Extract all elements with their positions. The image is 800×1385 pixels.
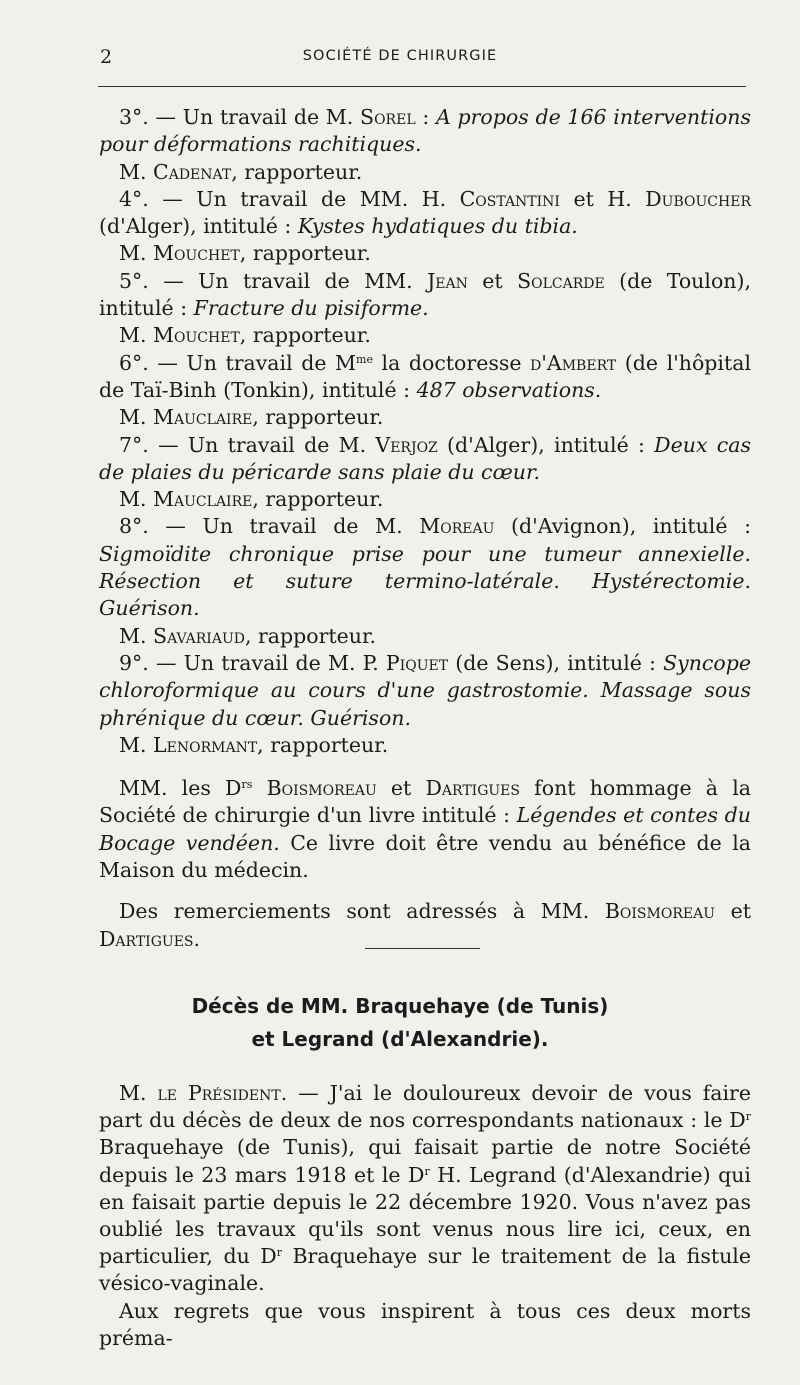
work-item-9: 9°. — Un travail de M. P. Piquet (de Sens), intitulé : Syncope chloroformique au cours d'une gastrostomie. Massage sous phrénique du cœur. Guérison. bbox=[99, 650, 751, 730]
work-item-8: 8°. — Un travail de M. Moreau (d'Avignon), intitulé : Sigmoïdite chronique prise pour une tumeur annexielle. Résection et suture termino-latérale. Hystérectomie. Guérison. bbox=[99, 514, 751, 621]
work-item-5: 5°. — Un travail de MM. Jean et Solcarde (de Toulon), intitulé : Fracture du pisiforme. bbox=[99, 268, 752, 321]
page-header bbox=[0, 0, 800, 100]
works-list bbox=[99, 104, 751, 953]
rapporteur-5: M. Mouchet, rapporteur. bbox=[119, 323, 371, 348]
rapporteur-6: M. Mauclaire, rapporteur. bbox=[119, 405, 384, 430]
running-head: SOCIÉTÉ DE CHIRURGIE bbox=[302, 48, 498, 64]
thanks-paragraph: Des remerciements sont adressés à MM. Boismoreau et Dartigues. bbox=[99, 899, 751, 951]
page-number: 2 bbox=[100, 46, 113, 68]
work-item-4: 4°. — Un travail de MM. H. Costantini et H. Duboucher (d'Alger), intitulé : Kystes hydatiques du tibia. bbox=[99, 186, 751, 239]
rapporteur-9: M. Lenormant, rapporteur. bbox=[119, 732, 389, 757]
header-rule bbox=[98, 86, 746, 87]
work-item-7: 7°. — Un travail de M. Verjoz (d'Alger), intitulé : Deux cas de plaies du péricarde sans plaie du cœur. bbox=[99, 432, 752, 484]
president-speech bbox=[99, 1080, 751, 1352]
section-separator bbox=[365, 948, 480, 949]
rapporteur-8: M. Savariaud, rapporteur. bbox=[119, 623, 377, 648]
section-title bbox=[0, 990, 800, 1056]
president-paragraph: M. le Président. — J'ai le douloureux devoir de vous faire part du décès de deux de nos correspondants nationaux : le $D^r$ Braquehaye (de Tunis), qui faisait partie de notre Société depuis le 23 mars 1918 et le $D^r$ H. Legrand (d'Alexandrie) qui en faisait partie depuis le 22 décembre 1920. Vous n'avez pas oublié les travaux qu'ils sont venus nous lire ici, ceux, en particulier, du $D^r$ Braquehaye sur le traitement de la fistule vésico-vaginale. bbox=[99, 1081, 751, 1296]
rapporteur-4: M. Mouchet, rapporteur. bbox=[119, 241, 371, 266]
section-title-line-2: et Legrand (d'Alexandrie). bbox=[251, 1027, 549, 1051]
rapporteur-7: M. Mauclaire, rapporteur. bbox=[119, 487, 384, 512]
work-item-3: 3°. — Un travail de M. Sorel : A propos de 166 interventions pour déformations rachitiques. bbox=[99, 105, 751, 157]
president-paragraph-continued: Aux regrets que vous inspirent à tous ces deux morts préma- bbox=[99, 1298, 751, 1350]
homage-paragraph: MM. les $D^{rs}$ Boismoreau et Dartigues font hommage à la Société de chirurgie d'un livre intitulé : Légendes et contes du Bocage vendéen. Ce livre doit être vendu au bénéfice de la Maison du médecin. bbox=[99, 776, 751, 883]
section-title-line-1: Décès de MM. Braquehaye (de Tunis) bbox=[191, 994, 609, 1018]
work-item-6: 6°. — Un travail de $M^{me}$ la doctoresse d'Ambert (de l'hôpital de Taï-Binh (Tonkin), intitulé : 487 observations. bbox=[99, 350, 752, 402]
rapporteur-3: M. Cadenat, rapporteur. bbox=[119, 159, 363, 184]
